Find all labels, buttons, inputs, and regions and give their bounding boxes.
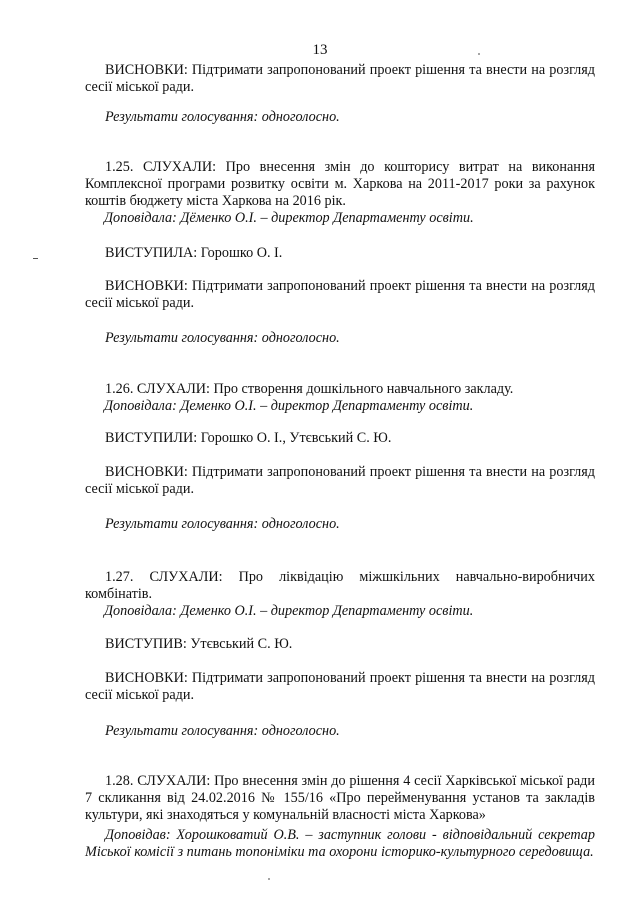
conclusion-text: ВИСНОВКИ: Підтримати запропонований проект рішення та внести на розгляд сесії міської ради. — [85, 62, 595, 95]
agenda-item-1-28: 1.28. СЛУХАЛИ: Про внесення змін до рішення 4 сесії Харківської міської ради 7 скликання від 24.02.2016 № 155/16 «Про перейменування установ та закладів культури, які знаходяться у комунальній власності міста Харкова» — [85, 773, 595, 823]
voting-result: Результати голосування: одноголосно. — [105, 330, 340, 346]
speaker-report: Доповідала: Дёменко О.І. – директор Департаменту освіти. — [104, 210, 474, 226]
conclusion-text: ВИСНОВКИ: Підтримати запропонований проект рішення та внести на розгляд сесії міської ради. — [85, 464, 595, 497]
scan-speck — [478, 53, 480, 55]
speakers: ВИСТУПИЛА: Горошко О. І. — [105, 245, 283, 261]
margin-mark — [33, 258, 38, 259]
conclusion-text: ВИСНОВКИ: Підтримати запропонований проект рішення та внести на розгляд сесії міської ради. — [85, 670, 595, 703]
agenda-item-1-26: 1.26. СЛУХАЛИ: Про створення дошкільного навчального закладу. — [105, 381, 514, 397]
voting-result: Результати голосування: одноголосно. — [105, 109, 340, 125]
page-number: 13 — [312, 42, 328, 58]
speaker-report: Доповідала: Деменко О.І. – директор Департаменту освіти. — [104, 398, 474, 414]
speakers: ВИСТУПИЛИ: Горошко О. І., Утєвський С. Ю. — [105, 430, 392, 446]
voting-result: Результати голосування: одноголосно. — [105, 516, 340, 532]
conclusion-text: ВИСНОВКИ: Підтримати запропонований проект рішення та внести на розгляд сесії міської ради. — [85, 278, 595, 311]
voting-result: Результати голосування: одноголосно. — [105, 723, 340, 739]
agenda-item-1-25: 1.25. СЛУХАЛИ: Про внесення змін до кошторису витрат на виконання Комплексної програми розвитку освіти м. Харкова на 2011-2017 роки за рахунок коштів бюджету міста Харкова на 2016 рік. — [85, 159, 595, 209]
speaker-report: Доповідала: Деменко О.І. – директор Департаменту освіти. — [104, 603, 474, 619]
agenda-item-1-27: 1.27. СЛУХАЛИ: Про ліквідацію міжшкільних навчально-виробничих комбінатів. — [85, 569, 595, 602]
speakers: ВИСТУПИВ: Утєвський С. Ю. — [105, 636, 293, 652]
scan-speck — [268, 878, 270, 880]
speaker-report: Доповідав: Хорошковатий О.В. – заступник голови - відповідальний секретар Міської комісії з питань топоніміки та охорони історико-культурного середовища. — [85, 827, 595, 860]
